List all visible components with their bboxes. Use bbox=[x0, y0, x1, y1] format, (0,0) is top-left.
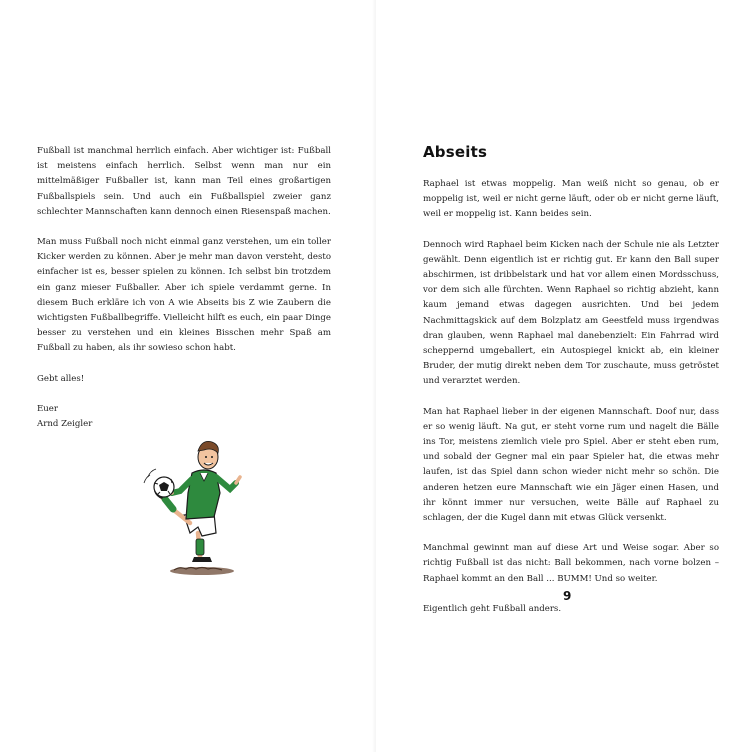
right-paragraph-3: Man hat Raphael lieber in der eigenen Mannschaft. Doof nur, dass er so wenig läuft. Na gut, er steht vorne rum und nagelt die Bälle ins Tor, meistens ziemlich viele pro Spiel. Aber er steht eben rum, und sobald der Gegner mal ein paar Spieler hat, die etwas mehr laufen, ist das Spiel dann schon wieder nicht mehr so schön. Die anderen hetzen eure Mannschaft wie ein Jäger einen Hasen, und ihr könnt immer nur versuchen, weite Bälle auf Raphael zu schlagen, der die Kugel dann mit etwas Glück versenkt. bbox=[423, 406, 719, 524]
left-paragraph-3: Gebt alles! bbox=[37, 373, 85, 384]
right-paragraph-1: Raphael ist etwas moppelig. Man weiß nicht so genau, ob er moppelig ist, weil er nicht gerne läuft, oder ob er nicht gerne läuft, weil er moppelig ist. Kann beides sein. bbox=[423, 179, 719, 220]
right-paragraph-4: Manchmal gewinnt man auf diese Art und Weise sogar. Aber so richtig Fußball ist das nicht: Ball bekommen, nach vorne bolzen – Raphael kommt an den Ball ... BUMM! Und so weiter. bbox=[423, 543, 719, 584]
right-page-text bbox=[423, 177, 719, 632]
right-paragraph-5: Eigentlich geht Fußball anders. bbox=[423, 603, 562, 614]
signature: Arnd Zeigler bbox=[37, 419, 93, 430]
right-page bbox=[376, 0, 752, 752]
left-page-text bbox=[37, 144, 331, 432]
closing: Euer bbox=[37, 403, 59, 414]
left-paragraph-2: Man muss Fußball noch nicht einmal ganz verstehen, um ein toller Kicker werden zu können. Aber je mehr man davon versteht, desto einfacher ist es, besser spielen zu können. Ich selbst bin trotzdem ein ganz mieser Fußballer. Aber ich spiele verdammt gerne. In diesem Buch erkläre ich von A wie Abseits bis Z wie Zaubern die wichtigsten Fußballbegriffe. Vielleicht hilft es euch, ein paar Dinge besser zu verstehen und ein kleines Bisschen mehr Spaß am Fußball zu haben, als ihr sowieso schon habt. bbox=[37, 237, 331, 354]
left-paragraph-1: Fußball ist manchmal herrlich einfach. Aber wichtiger ist: Fußball ist meistens einfach herrlich. Selbst wenn man nur ein mittelmäßiger Fußballer ist, kann man Teil eines großartigen Fußballspiels sein. Und auch ein Fußballspiel zweier ganz schlechter Mannschaften kann dennoch einen Riesenspaß machen. bbox=[37, 146, 331, 217]
right-paragraph-2: Dennoch wird Raphael beim Kicken nach der Schule nie als Letzter gewählt. Denn eigentlich ist er richtig gut. Er kann den Ball super abschirmen, ist dribbelstark und hat vor allem einen Mordsschuss, vor dem sich alle fürchten. Wenn Raphael so richtig abzieht, kann kaum jemand etwas dagegen ausrichten. Und bei jedem Nachmittagskick auf dem Bolzplatz am Geestfeld muss irgendwas dran glauben, wenn Raphael mal danebenzielt: Ein Fahrrad wird scheppernd umgeballert, ein Autospiegel knickt ab, ein kleiner Bruder, der mutig direkt neben dem Tor zuschaute, muss getröstet und verarztet werden. bbox=[423, 239, 719, 387]
chapter-heading: Abseits bbox=[423, 143, 488, 161]
page-number: 9 bbox=[563, 589, 572, 603]
footballer-illustration bbox=[140, 433, 250, 581]
